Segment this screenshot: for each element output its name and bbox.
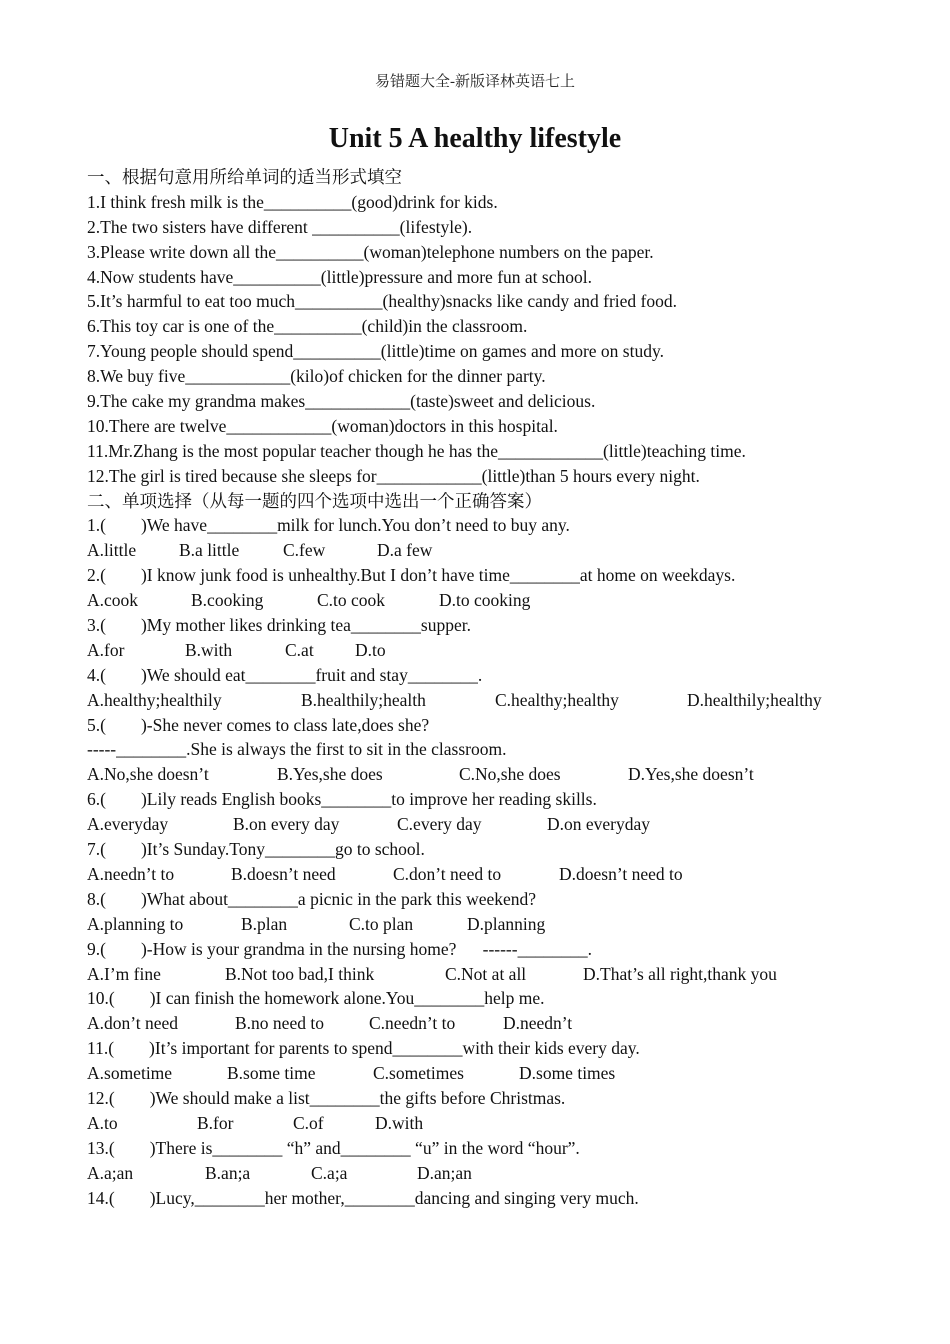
mc-option: A.don’t need — [87, 1013, 179, 1034]
fill-in-item: 11.Mr.Zhang is the most popular teacher though he has the____________(little)teaching time. — [87, 440, 746, 461]
mc-option: B.an;a — [205, 1162, 251, 1183]
mc-option: A.a;an — [87, 1162, 134, 1183]
mc-option: D.to — [355, 639, 386, 660]
mc-option: A.cook — [87, 590, 139, 611]
fill-in-item: 3.Please write down all the__________(woman)telephone numbers on the paper. — [87, 241, 654, 262]
mc-option: B.on every day — [233, 814, 340, 835]
mc-option: C.Not at all — [445, 963, 527, 984]
fill-in-item: 7.Young people should spend__________(little)time on games and more on study. — [87, 341, 664, 362]
mc-question: 9.( )-How is your grandma in the nursing home? ------________. — [87, 938, 592, 959]
section2-questions — [87, 513, 917, 1210]
fill-in-item: 12.The girl is tired because she sleeps for____________(little)than 5 hours every night. — [87, 465, 700, 486]
mc-option: C.to plan — [349, 913, 414, 934]
mc-option: B.some time — [227, 1063, 316, 1084]
mc-option: D.an;an — [417, 1162, 472, 1183]
page-title: Unit 5 A healthy lifestyle — [328, 123, 622, 154]
mc-question-continued: -----________.She is always the first to sit in the classroom. — [87, 739, 507, 760]
mc-option: D.Yes,she doesn’t — [628, 764, 754, 785]
mc-option: C.don’t need to — [393, 863, 502, 884]
mc-question: 3.( )My mother likes drinking tea________supper. — [87, 615, 471, 636]
mc-option: D.with — [375, 1112, 424, 1133]
mc-option: B.doesn’t need — [231, 863, 336, 884]
mc-option: C.needn’t to — [369, 1013, 456, 1034]
mc-option: B.with — [185, 639, 233, 660]
mc-option: C.No,she does — [459, 764, 561, 785]
mc-question: 5.( )-She never comes to class late,does she? — [87, 714, 430, 735]
mc-question: 7.( )It’s Sunday.Tony________go to school. — [87, 839, 425, 860]
mc-option: D.That’s all right,thank you — [583, 963, 777, 984]
mc-option: B.cooking — [191, 590, 264, 611]
mc-option: D.doesn’t need to — [559, 863, 683, 884]
mc-options-row — [87, 1161, 917, 1186]
mc-options-row — [87, 538, 917, 563]
mc-option: B.Not too bad,I think — [225, 963, 375, 984]
mc-options-row — [87, 1111, 917, 1136]
fill-in-item: 1.I think fresh milk is the__________(good)drink for kids. — [87, 191, 498, 212]
fill-in-item: 2.The two sisters have different __________(lifestyle). — [87, 216, 473, 237]
mc-question: 1.( )We have________milk for lunch.You don’t need to buy any. — [87, 515, 570, 536]
worksheet-content — [87, 165, 917, 1210]
mc-option: C.at — [285, 639, 314, 660]
mc-options-row — [87, 962, 917, 987]
mc-question: 8.( )What about________a picnic in the park this weekend? — [87, 888, 537, 909]
mc-question: 14.( )Lucy,________her mother,________dancing and singing very much. — [87, 1187, 639, 1208]
page-header: 易错题大全-新版译林英语七上 — [375, 74, 575, 90]
fill-in-item: 6.This toy car is one of the__________(child)in the classroom. — [87, 316, 528, 337]
mc-option: B.for — [197, 1112, 234, 1133]
mc-option: B.healthily;health — [301, 689, 426, 710]
fill-in-item: 10.There are twelve____________(woman)doctors in this hospital. — [87, 415, 558, 436]
mc-option: B.no need to — [235, 1013, 324, 1034]
mc-options-row — [87, 762, 917, 787]
mc-option: A.sometime — [87, 1063, 173, 1084]
mc-options-row — [87, 912, 917, 937]
mc-option: A.to — [87, 1112, 118, 1133]
mc-question: 6.( )Lily reads English books________to improve her reading skills. — [87, 789, 597, 810]
fill-in-item: 5.It’s harmful to eat too much__________(healthy)snacks like candy and fried food. — [87, 291, 677, 312]
mc-options-row — [87, 1061, 917, 1086]
fill-in-item: 9.The cake my grandma makes____________(taste)sweet and delicious. — [87, 391, 596, 412]
mc-option: D.on everyday — [547, 814, 651, 835]
mc-option: C.to cook — [317, 590, 386, 611]
mc-option: D.a few — [377, 540, 433, 561]
mc-question: 13.( )There is________ “h” and________ “u” in the word “hour”. — [87, 1137, 580, 1158]
mc-option: A.I’m fine — [87, 963, 161, 984]
mc-options-row — [87, 812, 917, 837]
mc-option: C.every day — [397, 814, 482, 835]
mc-options-row — [87, 638, 917, 663]
fill-in-item: 8.We buy five____________(kilo)of chicken for the dinner party. — [87, 366, 546, 387]
mc-option: A.little — [87, 540, 137, 561]
mc-option: C.healthy;healthy — [495, 689, 619, 710]
mc-question: 11.( )It’s important for parents to spend________with their kids every day. — [87, 1038, 640, 1059]
mc-question: 2.( )I know junk food is unhealthy.But I don’t have time________at home on weekdays. — [87, 565, 736, 586]
mc-option: B.plan — [241, 913, 288, 934]
section1-items — [87, 190, 917, 489]
mc-question: 4.( )We should eat________fruit and stay________. — [87, 664, 483, 685]
mc-option: C.few — [283, 540, 326, 561]
mc-options-row — [87, 862, 917, 887]
mc-option: A.needn’t to — [87, 863, 175, 884]
mc-option: A.everyday — [87, 814, 169, 835]
mc-option: D.needn’t — [503, 1013, 573, 1034]
mc-option: A.No,she doesn’t — [87, 764, 209, 785]
mc-option: D.to cooking — [439, 590, 531, 611]
mc-option: C.sometimes — [373, 1063, 464, 1084]
mc-option: D.planning — [467, 913, 546, 934]
mc-option: B.Yes,she does — [277, 764, 383, 785]
fill-in-item: 4.Now students have__________(little)pressure and more fun at school. — [87, 266, 592, 287]
mc-option: A.healthy;healthily — [87, 689, 222, 710]
section2-heading: 二、单项选择（从每一题的四个选项中选出一个正确答案） — [87, 490, 542, 511]
mc-options-row — [87, 688, 917, 713]
mc-question: 10.( )I can finish the homework alone.You________help me. — [87, 988, 545, 1009]
mc-option: C.of — [293, 1112, 324, 1133]
mc-option: D.healthily;healthy — [687, 689, 822, 710]
section1-heading: 一、根据句意用所给单词的适当形式填空 — [87, 167, 402, 187]
mc-option: B.a little — [179, 540, 240, 561]
mc-option: A.planning to — [87, 913, 184, 934]
mc-option: D.some times — [519, 1063, 616, 1084]
mc-option: A.for — [87, 639, 125, 660]
mc-question: 12.( )We should make a list________the gifts before Christmas. — [87, 1087, 566, 1108]
mc-options-row — [87, 588, 917, 613]
mc-options-row — [87, 1011, 917, 1036]
mc-option: C.a;a — [311, 1162, 348, 1183]
